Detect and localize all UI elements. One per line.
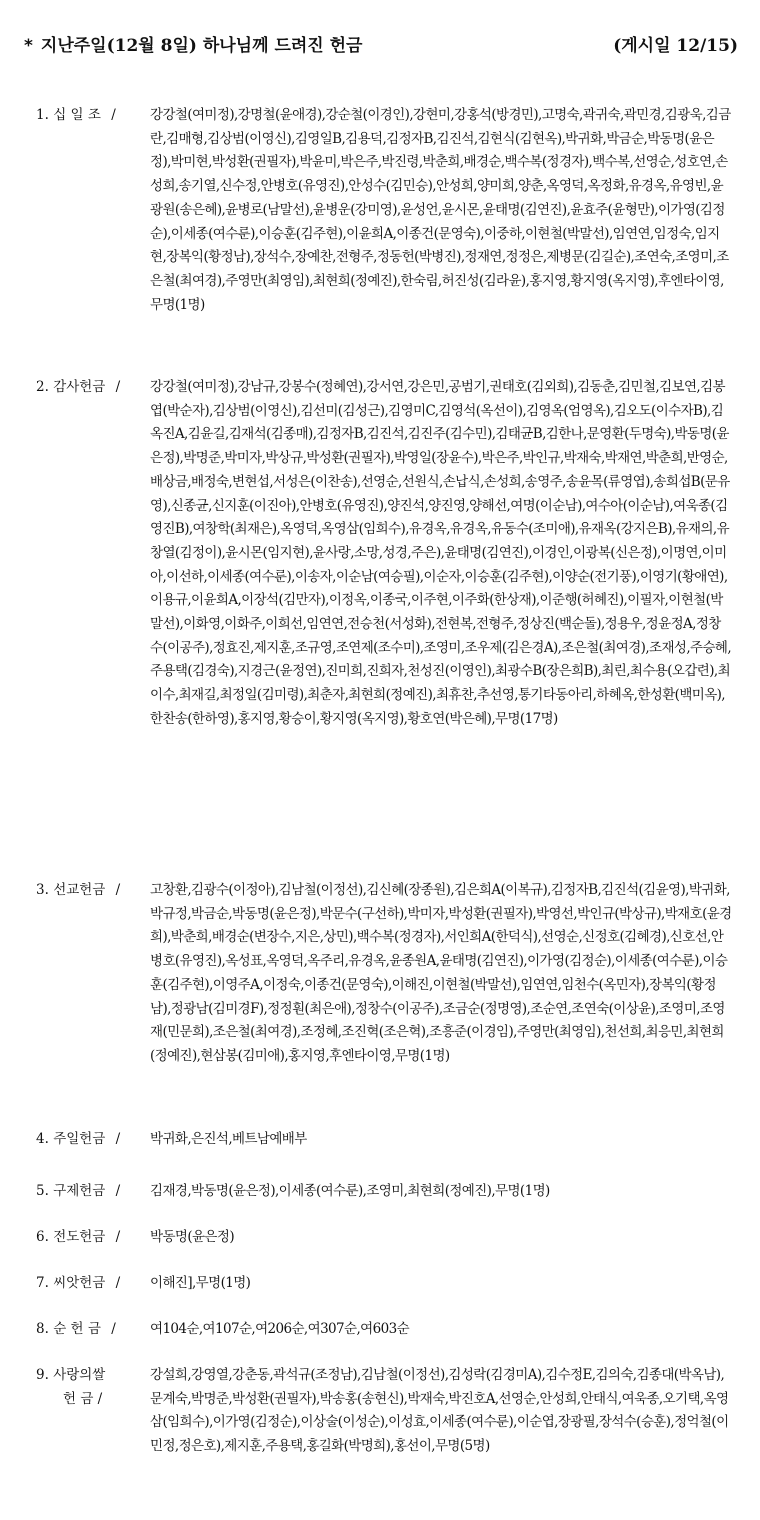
donor-list: 강설희,강영열,강춘동,곽석규(조정남),김남철(이정선),김성락(김경미A),김수정E,김의숙,김종대(박옥남),문계숙,박명준,박성환(권필자),박송홍(송현신),박재숙,박진호A,선영순,안성희,안태식,여욱종,오기택,옥영삼(임희수),이가영(김정순),이상술(이성순),이성효,이세종(여수룬),이순엽,장광필,장석수(승훈),정억철(이민정,정은호),제지훈,주용택,홍길화(박명희),홍선이,무명(5명) — [150, 1367, 729, 1455]
section-label — [0, 1272, 150, 1296]
section-cell-group — [0, 1318, 760, 1342]
donor-list: 박귀화,은진석,베트남예배부 — [150, 1131, 307, 1147]
section-label — [0, 1226, 150, 1250]
section-number: 2. — [36, 379, 49, 395]
section-number: 1. — [36, 107, 49, 123]
section-number: 9. — [36, 1367, 49, 1383]
section-sunday — [0, 1128, 760, 1152]
section-love-rice — [0, 1364, 760, 1459]
notice-header — [24, 31, 738, 56]
section-title: 구제헌금 — [53, 1183, 106, 1199]
section-label-line2 — [36, 1388, 150, 1412]
header-title-group — [24, 31, 362, 56]
section-thanksgiving — [0, 376, 760, 732]
section-label — [0, 1180, 150, 1204]
section-separator: / — [115, 1229, 121, 1245]
donor-list: 이해진],무명(1명) — [150, 1275, 251, 1291]
section-tithe — [0, 104, 760, 317]
posted-date: (게시일 12/15) — [613, 36, 738, 56]
section-title: 십 일 조 — [53, 107, 101, 123]
section-label-line1 — [36, 1364, 150, 1388]
page-title: 지난주일(12월 8일) 하나님께 드려진 헌금 — [40, 36, 363, 56]
section-relief — [0, 1180, 760, 1204]
section-label — [0, 1318, 150, 1342]
section-evangelism — [0, 1226, 760, 1250]
section-separator: / — [115, 1131, 121, 1147]
section-title: 사랑의쌀 — [53, 1367, 106, 1383]
section-number: 8. — [36, 1321, 49, 1337]
section-number: 4. — [36, 1131, 49, 1147]
donor-list: 여104순,여107순,여206순,여307순,여603순 — [150, 1321, 410, 1337]
section-title: 전도헌금 — [53, 1229, 106, 1245]
section-number: 7. — [36, 1275, 49, 1291]
section-separator: / — [115, 882, 121, 898]
section-label — [0, 1128, 150, 1152]
section-separator: / — [97, 1390, 103, 1407]
donor-list: 강강철(여미정),강남규,강봉수(정혜연),강서연,강은민,공범기,권태호(김외희),김동춘,김민철,김보연,김봉엽(박순자),김상범(이영신),김선미(김성근),김영미C,김영석(옥선이),김영옥(엄영옥),김오도(이수자B),김옥진A,김윤길,김재석(김종매),김정자B,김진석,김진주(김수민),김태균B,김한나,문영환(두명숙),박동명(윤은정),박명준,박미자,박상규,박성환(권필자),박영일(장윤수),박은주,박인규,박재숙,박재연,박춘희,반영순,배상금,배정숙,변현섭,서성은(이찬송),선영순,선원식,손납식,손성희,송영주,송윤목(류영엽),송희섭B(문유영),신종균,신지훈(이진아),안병호(유영진),양진석,양진영,양해선,여명(이순남),여수아(이순남),여욱종(김영진B),여창학(최재은),옥영덕,옥영삼(임희수),유경옥,유경옥,유동수(조미애),유재옥(강지은B),유재의,유창열(김정이),윤시몬(임지현),윤사랑,소망,성경,주은),윤태명(김연진),이경인,이광복(신은정),이명연,이미아,이선하,이세종(여수룬),이송자,이순남(여승필),이순자,이승훈(김주현),이양순(전기풍),이영기(황애연),이용규,이윤희A,이장석(김만자),이정옥,이종국,이주현,이주화(한상재),이준행(허혜진),이필자,이현철(박말선),이화영,이화주,이희선,임연연,전승천(서성화),전현복,전형주,정상진(백순돌),정용우,정윤정A,정창수(이공주),정효진,제지훈,조규영,조연제(조수미),조영미,조우제(김은경A),조은철(최여경),조재성,주승혜,주용택(김경숙),지경근(윤정연),진미희,진희자,천성진(이영인),최광수B(장은희B),최린,최수용(오갑련),최이수,최재길,최정일(김미령),최춘자,최현희(정예진),최휴찬,추선영,통기타동아리,하혜옥,한성환(백미옥),한찬송(한하영),홍지영,황승이,황지영(옥지영),황호연(박은혜),무명(17명) — [150, 379, 732, 727]
section-separator: / — [115, 1183, 121, 1199]
section-number: 5. — [36, 1183, 49, 1199]
section-title: 주일헌금 — [53, 1131, 106, 1147]
section-separator: / — [115, 379, 121, 395]
section-title: 선교헌금 — [53, 882, 106, 898]
section-title: 씨앗헌금 — [53, 1275, 106, 1291]
section-title-cont: 헌 금 — [63, 1390, 94, 1407]
section-number: 3. — [36, 882, 49, 898]
asterisk-bullet: * — [24, 36, 33, 56]
section-separator: / — [115, 1275, 121, 1291]
section-label — [0, 376, 150, 732]
section-number: 6. — [36, 1229, 49, 1245]
section-separator: / — [111, 107, 116, 123]
section-title: 순 헌 금 — [53, 1321, 101, 1337]
section-seed — [0, 1272, 760, 1296]
section-separator: / — [111, 1321, 116, 1337]
section-label — [0, 879, 150, 1069]
section-title: 감사헌금 — [53, 379, 106, 395]
donor-list: 김재경,박동명(윤은정),이세종(여수룬),조영미,최현희(정예진),무명(1명) — [150, 1183, 550, 1199]
donor-list: 고창환,김광수(이정아),김남철(이정선),김신혜(장종원),김은희A(이복규),김정자B,김진석(김윤영),박귀화,박규정,박금순,박동명(윤은정),박문수(구선하),박미자,박성환(권필자),박영선,박인규(박상규),박재호(윤경희),박춘희,배경순(변장수,지은,상민),백수복(정경자),서인희A(한덕식),선영순,신정호(김혜경),신호선,안병호(유영진),옥성표,옥영덕,옥주리,유경옥,윤종원A,윤태명(김연진),이가영(김정순),이세종(여수룬),이승훈(김주현),이영주A,이정숙,이종건(문영숙),이해진,이현철(박말선),임연연,임천수(옥민자),장복익(황정남),정광남(김미경F),정정훤(최은애),정창수(이공주),조금순(정명영),조순연,조연숙(이상윤),조영미,조영재(민문희),조은철(최여경),조정혜,조진혁(조은혁),조흥준(이경임),주영만(최영임),천선희,최응민,최현희(정예진),현삼봉(김미애),홍지영,후엔타이영,무명(1명) — [150, 882, 732, 1064]
donor-list: 강강철(여미정),강명철(윤애경),강순철(이경인),강현미,강홍석(방경민),고명숙,곽귀숙,곽민경,김광욱,김금란,김매형,김상범(이영신),김영일B,김용덕,김정자B,김진석,김현식(김현옥),박귀화,박금순,박동명(윤은정),박미현,박성환(권필자),박윤미,박은주,박진령,박춘희,배경순,백수복(정경자),백수복,선영순,성호연,손성희,송기열,신수정,안병호(유영진),안성수(김민승),안성희,양미희,양춘,옥영덕,옥정화,유경옥,유영빈,윤광원(송은혜),윤병로(남말선),윤병운(강미영),윤성언,윤시몬,윤태명(김연진),윤효주(윤형만),이가영(김정순),이세종(여수룬),이승훈(김주현),이윤희A,이종건(문영숙),이중하,이현철(박말선),임연연,임정숙,임지현,장복익(황정남),장석수,장예찬,전형주,정동헌(박병진),정재연,정정은,제병문(김길순),조연숙,조영미,조은철(최여경),주영만(최영임),최현희(정예진),한숙림,허진성(김라윤),홍지영,황지영(옥지영),후엔타이영,무명(1명) — [150, 107, 731, 313]
section-label — [0, 104, 150, 317]
section-mission — [0, 879, 760, 1069]
donor-list: 박동명(윤은정) — [150, 1229, 234, 1245]
section-label — [0, 1364, 150, 1459]
